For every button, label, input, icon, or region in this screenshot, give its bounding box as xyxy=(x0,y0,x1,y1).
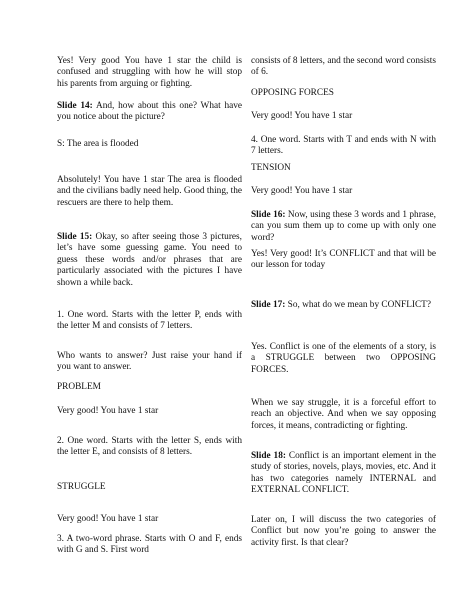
answer-tension: TENSION xyxy=(251,163,291,173)
paragraph-conflict-answer: Yes! Very good! It’s CONFLICT and that will be our lesson for today xyxy=(251,249,436,271)
paragraph-slide-17 xyxy=(251,300,436,311)
paragraph-slide-14 xyxy=(57,101,242,124)
answer-problem: PROBLEM xyxy=(57,382,101,392)
paragraph-slide-18 xyxy=(251,451,436,497)
answer-struggle: STRUGGLE xyxy=(57,482,106,492)
slide-16-label: Slide 16: xyxy=(251,210,286,220)
paragraph-later-on: Later on, I will discuss the two categories of Conflict but now you’re going to answer the activity first. Is that clear? xyxy=(251,515,436,548)
slide-14-label: Slide 14: xyxy=(57,101,93,111)
paragraph-slide-15 xyxy=(57,232,242,289)
answer-opposing-forces: OPPOSING FORCES xyxy=(251,88,334,98)
paragraph-very-good-2: Very good! You have 1 star xyxy=(57,514,159,524)
paragraph-raise-hand: Who wants to answer? Just raise your hand if you want to answer. xyxy=(57,351,242,373)
paragraph-flooded: Absolutely! You have 1 star The area is flooded and the civilians badly need help. Good thing, the rescuers are there to help them. xyxy=(57,175,242,208)
slide-14-text: And, how about this one? What have you notice about the picture? xyxy=(57,101,242,123)
paragraph-very-good-3: Very good! You have 1 star xyxy=(251,111,353,121)
paragraph-very-good-1: Very good! You have 1 star xyxy=(57,406,159,416)
slide-16-text: Now, using these 3 words and 1 phrase, can you sum them up to come up with only one word? xyxy=(251,210,437,243)
paragraph-conflict-definition: Yes. Conflict is one of the elements of a story, is a STRUGGLE between two OPPOSING FORCES. xyxy=(251,342,436,375)
paragraph-very-good-4: Very good! You have 1 star xyxy=(251,186,353,196)
slide-15-text: Okay, so after seeing those 3 pictures, let’s have some guessing game. You need to guess these words and/or phrases that are particularly associated with the pictures I have shown a while back. xyxy=(57,232,242,288)
paragraph-question-4: 4. One word. Starts with T and ends with N with 7 letters. xyxy=(251,135,436,157)
paragraph-slide-16 xyxy=(251,210,436,244)
paragraph-question-3: 3. A two-word phrase. Starts with O and F, ends with G and S. First word xyxy=(57,534,242,556)
slide-17-text: So, what do we mean by CONFLICT? xyxy=(285,300,431,310)
slide-15-label: Slide 15: xyxy=(57,232,93,242)
slide-18-text: Conflict is an important element in the study of stories, novels, plays, movies, etc. And it has two categories namely INTERNAL and EXTERNAL CONFLICT. xyxy=(251,451,436,496)
paragraph-question-2: 2. One word. Starts with the letter S, ends with the letter E, and consists of 8 letters. xyxy=(57,436,242,458)
slide-18-label: Slide 18: xyxy=(251,451,286,461)
paragraph-question-1: 1. One word. Starts with the letter P, ends with the letter M and consists of 7 letters. xyxy=(57,310,242,332)
paragraph-star-struggling: Yes! Very good You have 1 star the child is confused and struggling with how he will stop his parents from arguing or fighting. xyxy=(57,56,242,89)
paragraph-question-3-cont: consists of 8 letters, and the second word consists of 6. xyxy=(251,56,436,78)
slide-17-label: Slide 17: xyxy=(251,300,286,310)
paragraph-struggle-definition: When we say struggle, it is a forceful effort to reach an objective. And when we say opposing forces, it means, contradicting or fighting. xyxy=(251,398,436,431)
paragraph-student-answer: S: The area is flooded xyxy=(57,139,139,149)
